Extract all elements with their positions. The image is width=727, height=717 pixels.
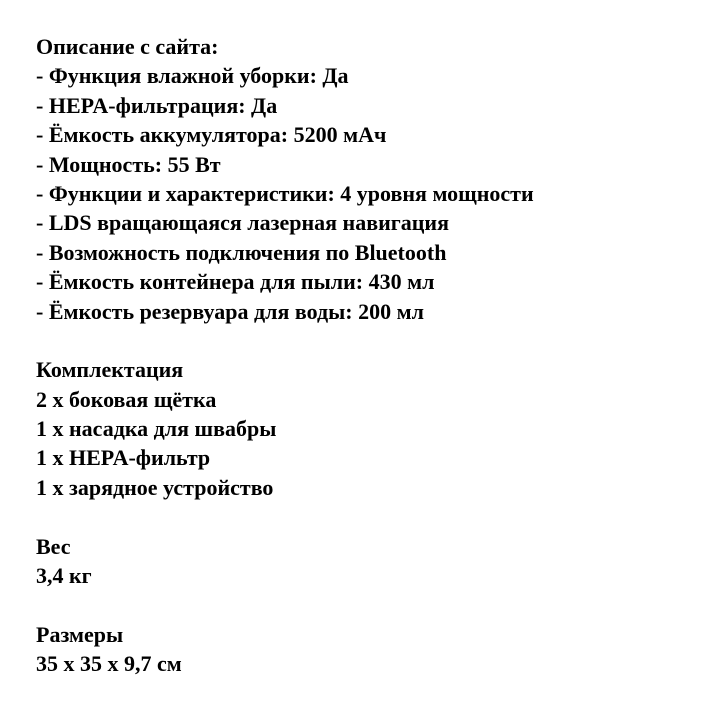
dimensions-value: 35 х 35 х 9,7 см [36, 651, 182, 677]
package-section [36, 355, 716, 502]
section-spacer [36, 590, 716, 619]
dimensions-section [36, 620, 716, 679]
description-item-water-tank: - Ёмкость резервуара для воды: 200 мл [36, 298, 424, 324]
description-item-hepa: - HEPA-фильтрация: Да [36, 92, 278, 118]
description-item-lds-navigation: - LDS вращающаяся лазерная навигация [36, 210, 450, 236]
section-spacer [36, 326, 716, 355]
package-item-charger: 1 х зарядное устройство [36, 474, 274, 500]
product-spec-document [36, 32, 716, 679]
description-item-features: - Функции и характеристики: 4 уровня мощности [36, 180, 534, 206]
description-item-battery: - Ёмкость аккумулятора: 5200 мАч [36, 122, 387, 148]
weight-heading: Вес [36, 533, 71, 559]
description-item-wet-cleaning: - Функция влажной уборки: Да [36, 63, 349, 89]
description-item-dust-container: - Ёмкость контейнера для пыли: 430 мл [36, 269, 435, 295]
description-item-bluetooth: - Возможность подключения по Bluetooth [36, 239, 447, 265]
description-item-power: - Мощность: 55 Вт [36, 151, 221, 177]
description-heading: Описание с сайта: [36, 34, 219, 59]
package-heading: Комплектация [36, 357, 184, 383]
weight-section [36, 532, 716, 591]
description-section [36, 32, 716, 326]
weight-value: 3,4 кг [36, 563, 92, 589]
package-item-mop-attachment: 1 х насадка для швабры [36, 416, 277, 442]
section-spacer [36, 502, 716, 531]
package-item-side-brush: 2 х боковая щётка [36, 386, 217, 412]
dimensions-heading: Размеры [36, 621, 124, 647]
package-item-hepa-filter: 1 х HEPA-фильтр [36, 445, 211, 471]
